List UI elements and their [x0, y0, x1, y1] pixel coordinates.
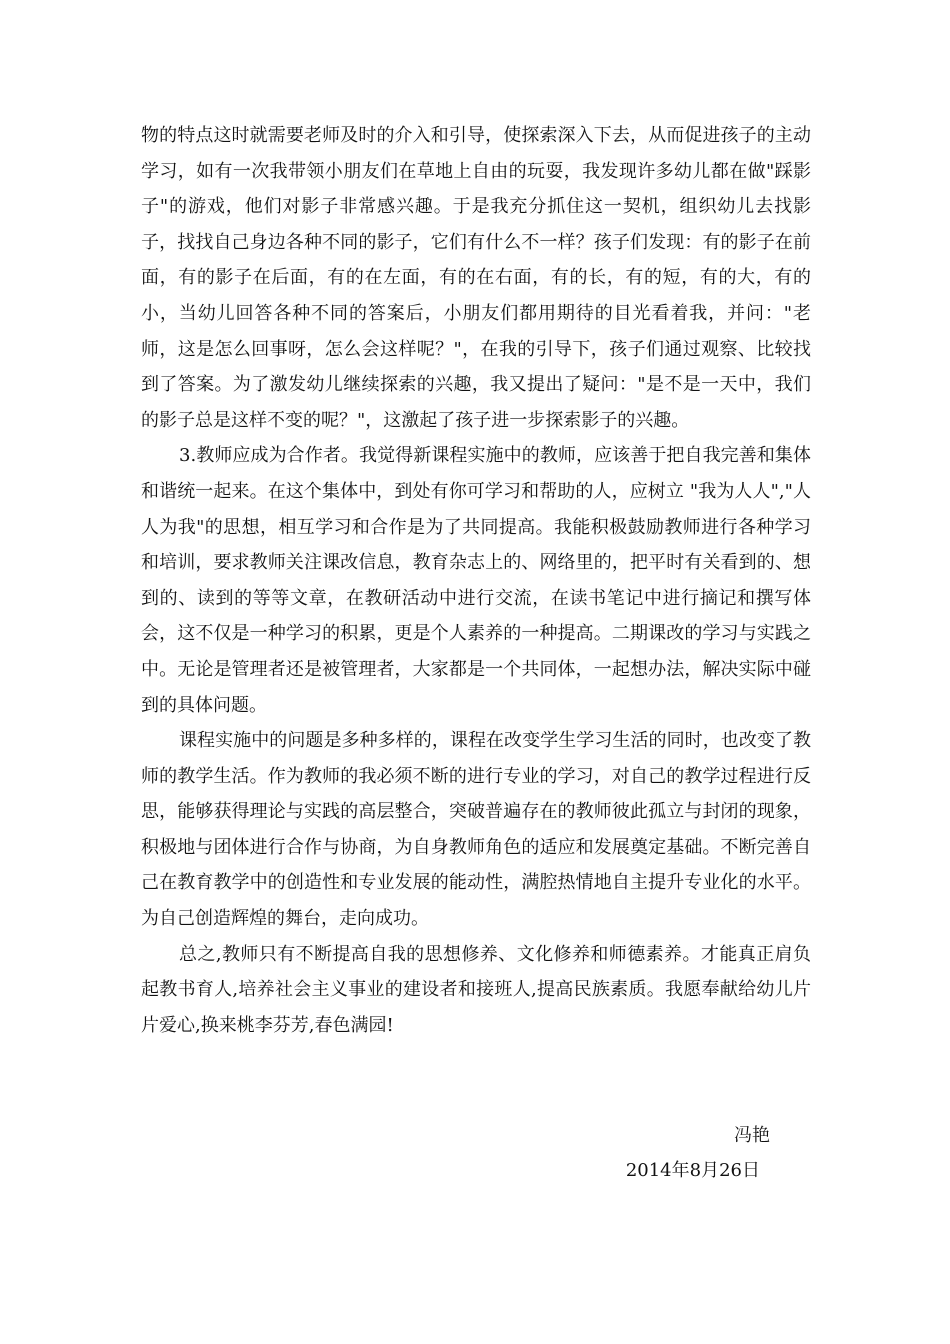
signature-name: 冯艳 — [734, 1125, 770, 1146]
paragraph-1: 物的特点这时就需要老师及时的介入和引导，使探索深入下去，从而促进孩子的主动学习，如有一次我带领小朋友们在草地上自由的玩耍，我发现许多幼儿都在做"踩影子"的游戏，他们对影子非常感兴趣。于是我充分抓住这一契机，组织幼儿去找影子，找找自己身边各种不同的影子，它们有什么不一样？孩子们发现：有的影子在前面，有的影子在后面，有的在左面，有的在右面，有的长，有的短，有的大，有的小，当幼儿回答各种不同的答案后，小朋友们都用期待的目光看着我，并问："老师，这是怎么回事呀，怎么会这样呢？"，在我的引导下，孩子们通过观察、比较找到了答案。为了激发幼儿继续探索的兴趣，我又提出了疑问："是不是一天中，我们的影子总是这样不变的呢？"，这激起了孩子进一步探索影子的兴趣。 — [141, 125, 811, 431]
document-body — [141, 118, 811, 1043]
paragraph-4: 总之,教师只有不断提高自我的思想修养、文化修养和师德素养。才能真正肩负起教书育人,培养社会主义事业的建设者和接班人,提高民族素质。我愿奉献给幼儿片片爱心,换来桃李芬芳,春色满园! — [141, 943, 811, 1036]
signature-date: 2014年8月26日 — [625, 1160, 760, 1181]
paragraph-3: 课程实施中的问题是多种多样的，课程在改变学生学习生活的同时，也改变了教师的教学生活。作为教师的我必须不断的进行专业的学习，对自己的教学过程进行反思，能够获得理论与实践的高层整合，突破普遍存在的教师彼此孤立与封闭的现象，积极地与团体进行合作与协商，为自身教师角色的适应和发展奠定基础。不断完善自己在教育教学中的创造性和专业发展的能动性，满腔热情地自主提升专业化的水平。为自己创造辉煌的舞台，走向成功。 — [141, 730, 811, 930]
paragraph-2: 3.教师应成为合作者。我觉得新课程实施中的教师，应该善于把自我完善和集体和谐统一起来。在这个集体中，到处有你可学习和帮助的人，应树立 "我为人人","人人为我"的思想，相互学习和合作是为了共同提高。我能积极鼓励教师进行各种学习和培训，要求教师关注课改信息，教育杂志上的、网络里的，把平时有关看到的、想到的、读到的等等文章，在教研活动中进行交流，在读书笔记中进行摘记和撰写体会，这不仅是一种学习的积累，更是个人素养的一种提高。二期课改的学习与实践之中。无论是管理者还是被管理者，大家都是一个共同体，一起想办法，解决实际中碰到的具体问题。 — [141, 445, 811, 716]
